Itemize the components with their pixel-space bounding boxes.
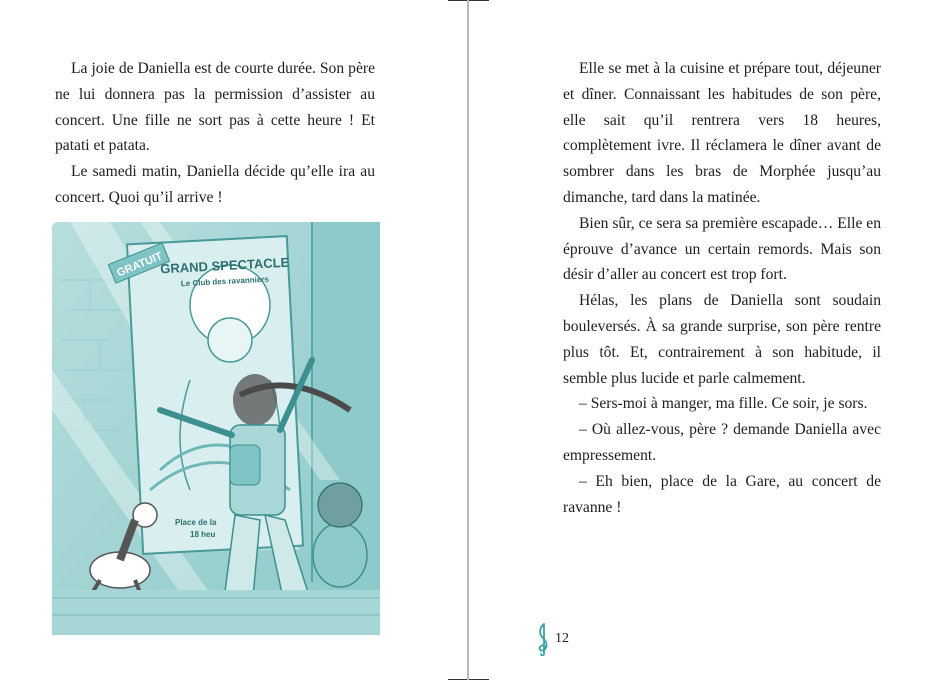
dialogue-line: – Sers-moi à manger, ma fille. Ce soir, je sors. bbox=[579, 395, 868, 413]
illustration-svg bbox=[50, 220, 383, 660]
page-folio bbox=[535, 622, 569, 656]
paragraph: Hélas, les plans de Daniella sont soudain bouleversés. À sa grande surprise, son père rentre plus tôt. Et, contrairement à son habitude, il semble plus lucide et parle calmement. bbox=[563, 292, 881, 387]
poster-title: GRAND SPECTACLE bbox=[159, 254, 290, 277]
dialogue-line: – Eh bien, place de la Gare, au concert de ravanne ! bbox=[563, 472, 881, 516]
concert-poster-illustration bbox=[50, 220, 383, 660]
paragraph: Le samedi matin, Daniella décide qu’elle ira au concert. Quoi qu’il arrive ! bbox=[55, 163, 375, 206]
poster-subtitle: Le Club des ravanniers bbox=[180, 274, 270, 289]
ground bbox=[52, 590, 380, 635]
poster-badge: GRATUIT bbox=[115, 250, 165, 280]
page-number: 12 bbox=[555, 631, 569, 646]
paragraph: Elle se met à la cuisine et prépare tout, déjeuner et dîner. Connaissant les habitudes de son père, elle sait qu’il rentrera vers 18 heures, complètement ivre. Il réclamera le dîner avant de sombrer dans les bras de Morphée jusqu’au dimanche, tard dans la matinée. bbox=[563, 60, 881, 206]
poster-place: Place de la bbox=[175, 518, 217, 527]
paragraph: La joie de Daniella est de courte durée. Son père ne lui donnera pas la permission d’assister au concert. Une fille ne sort pas à cette heure ! Et patati et patata. bbox=[55, 60, 375, 155]
right-page bbox=[469, 0, 937, 680]
treble-clef-icon bbox=[535, 622, 551, 656]
left-text-block bbox=[55, 56, 375, 211]
plant-pot bbox=[313, 483, 367, 587]
right-text-block bbox=[563, 56, 881, 520]
left-page bbox=[0, 0, 467, 680]
singer-face bbox=[208, 318, 252, 362]
dialogue-line: – Où allez-vous, père ? demande Daniella avec empressement. bbox=[563, 421, 881, 464]
paragraph: Bien sûr, ce sera sa première escapade… Elle en éprouve d’avance un certain remords. Mais son désir d’aller au concert est trop fort. bbox=[563, 214, 882, 284]
poster-time: 18 heu bbox=[190, 530, 216, 539]
